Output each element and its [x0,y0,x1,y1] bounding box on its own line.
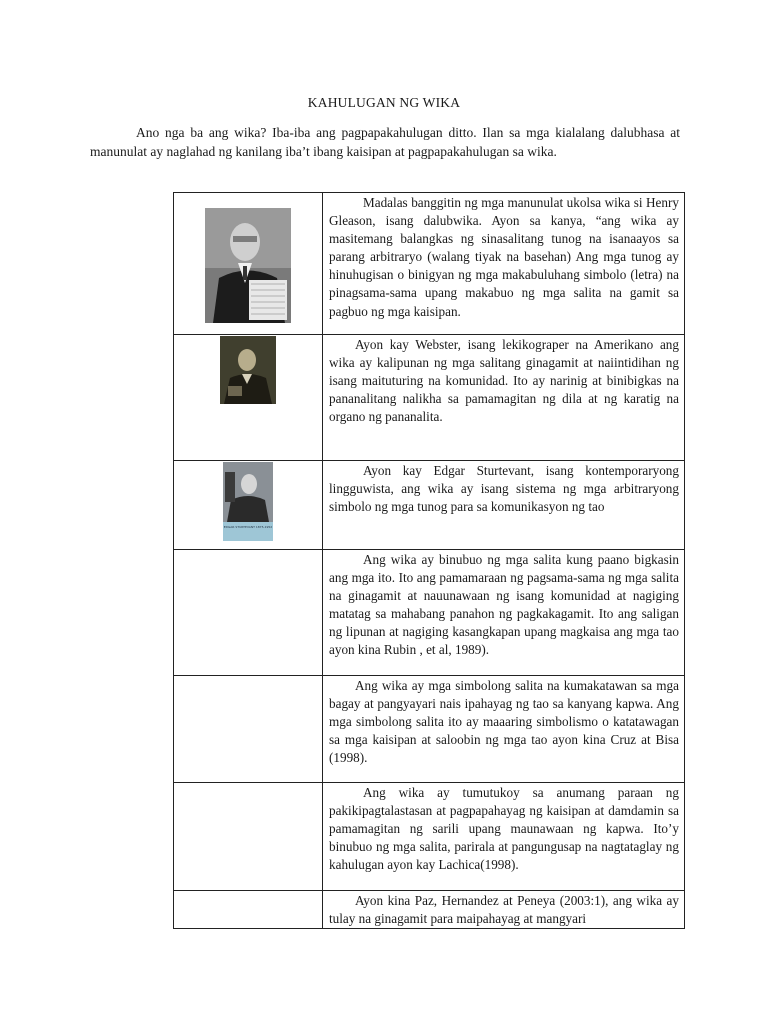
definition-text: Ang wika ay mga simbolong salita na kumakatawan sa mga bagay at pangyayari nais ipahayag ng tao sa kanyang kapwa. Ang mga simbolong salita ito ay maaaring simbolismo o katatawagan sa mga kaisipan at saloobin ng mga tao ayon kina Cruz at Bisa (1998). [329,678,679,766]
definition-text-cell [323,550,685,676]
table-row [174,676,685,783]
definition-text-cell [323,193,685,335]
table-row [174,193,685,335]
definition-text-cell [323,676,685,783]
table-row [174,335,685,461]
image-cell [174,676,323,783]
table-row [174,461,685,550]
portrait-henry-gleason [205,208,291,323]
table-row [174,891,685,929]
definition-text-cell [323,783,685,891]
image-cell [174,550,323,676]
portrait-webster [220,336,276,404]
definition-text-cell [323,891,685,929]
definitions-table [173,192,685,929]
definition-text: Madalas banggitin ng mga manunulat ukolsa wika si Henry Gleason, isang dalubwika. Ayon sa kanya, “ang wika ay masitemang balangkas ng sinasalitang tunog na isanaayos sa parang arbitraryo (walang tiyak na basehan) Ang mga tunog ay hinuhugisan o binigyan ng mga makabuluhang simbolo (letra) na pinagsama-sama upang makabuo ng mga salita na gamit sa pagbuo ng mga kaisipan. [329,195,679,319]
definition-text: Ayon kay Webster, isang lekikograper na Amerikano ang wika ay kalipunan ng mga salitang ginagamit at naiintidihan ng isang maituturing na komunidad. Ito ay narinig at binibigkas na pananalitang nalikha sa pamamagitan ng dila at ng karatig na organo ng pananalita. [329,337,679,425]
intro-paragraph: Ano nga ba ang wika? Iba-iba ang pagpapakahulugan ditto. Ilan sa mga kialalang dalubhasa at manunulat ay naglahad ng kanilang iba’t ibang kaisipan at pagpapakahulugan sa wika. [90,125,680,159]
portrait-caption: EDGAR STURTEVANT 1875-1952 [223,525,273,529]
definition-text-cell [323,461,685,550]
image-cell [174,193,323,335]
definition-text-cell [323,335,685,461]
image-cell [174,461,323,550]
table-row [174,783,685,891]
image-cell [174,891,323,929]
definition-text: Ang wika ay tumutukoy sa anumang paraan ng pakikipagtalastasan at pagpapahayag ng kaisipan at damdamin sa pamamagitan ng sarili upang maunawaan ng kapwa. Ito’y binubuo ng mga salita, parirala at pangungusap na nagtataglay ng kahulugan ayon kay Lachica(1998). [329,785,679,873]
page-title: KAHULUGAN NG WIKA [307,95,461,110]
portrait-edgar-sturtevant [223,462,273,541]
definition-text: Ang wika ay binubuo ng mga salita kung paano bigkasin ang mga ito. Ito ang pamamaraan ng pagsama-sama ng mga salita na ginagamit at nauunawaan ng isang komunidad at nagiging matatag sa mahabang panahon ng pagkakagamit. Ito ang saligan ng lipunan at nagiging kasangkapan upang magkaisa ang mga tao ayon kina Rubin , et al, 1989). [329,552,679,658]
definition-text: Ayon kina Paz, Hernandez at Peneya (2003:1), ang wika ay tulay na ginagamit para maipahayag at mangyari [329,893,679,927]
table-row [174,550,685,676]
image-cell [174,783,323,891]
image-cell [174,335,323,461]
definition-text: Ayon kay Edgar Sturtevant, isang kontemporaryong lingguwista, ang wika ay isang sistema ng mga arbitraryong simbolo ng mga tunog para sa komunikasyon ng tao [329,463,679,515]
